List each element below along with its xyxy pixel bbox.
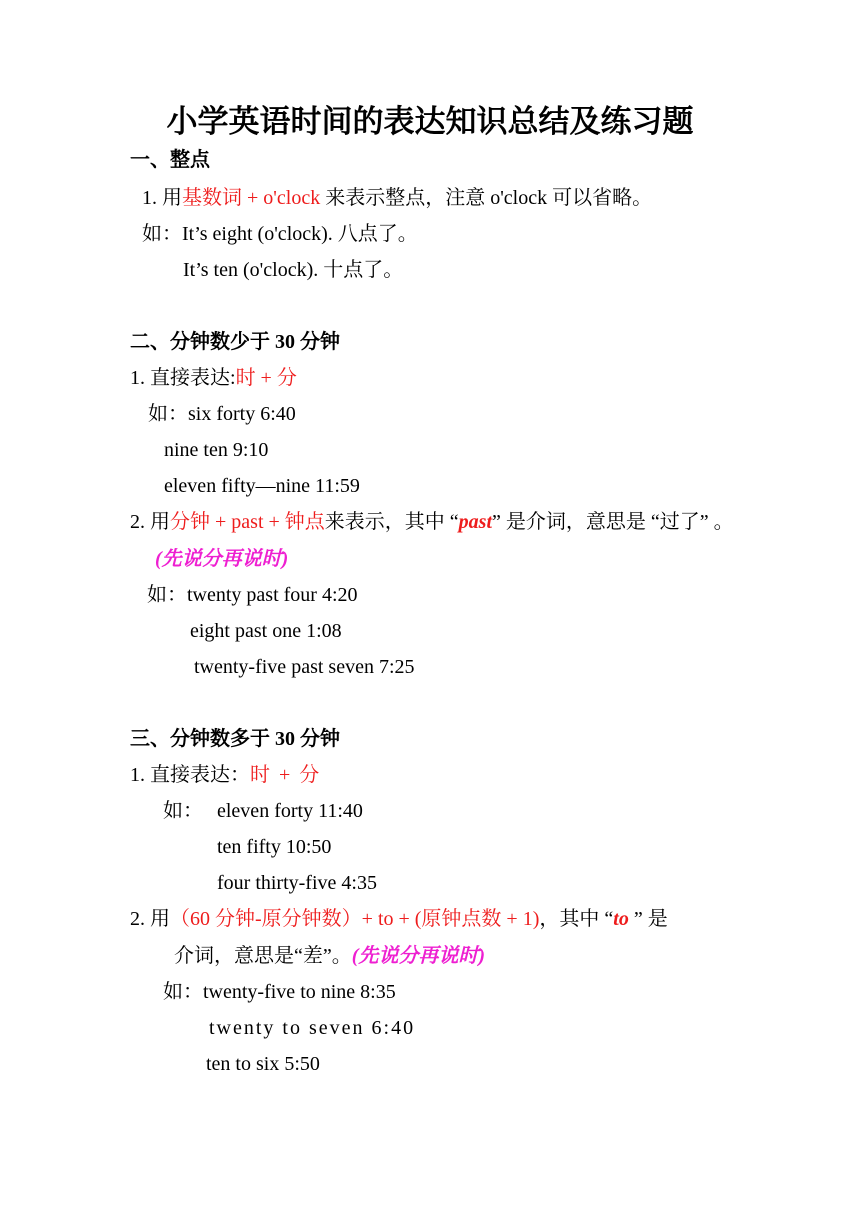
example-text: It’s eight (o'clock). 八点了。 (182, 223, 418, 245)
rule-mid: ，其中 “ (539, 908, 614, 930)
section-3-heading: 三、分钟数多于 30 分钟 (130, 728, 340, 750)
section-2-example-3: eleven fifty—nine 11:59 (164, 475, 360, 497)
section-3-example-1 (163, 797, 363, 825)
rule-prefix: 2. 用 (130, 908, 170, 930)
section-2-example-2: nine ten 9:10 (164, 439, 269, 461)
example-label: 如： (163, 800, 203, 822)
section-1-example-1 (142, 220, 418, 248)
example-label: 如： (142, 223, 182, 245)
example-text: six forty 6:40 (188, 403, 296, 425)
rule-highlight: 时 + 分 (250, 764, 322, 786)
rule-suffix: ” 是 (628, 908, 668, 930)
section-1-example-2: It’s ten (o'clock). 十点了。 (183, 259, 404, 281)
section-2-example-6: twenty-five past seven 7:25 (194, 656, 415, 678)
section-3-example-5: twenty to seven 6:40 (209, 1017, 416, 1039)
example-label: 如： (147, 584, 187, 606)
rule-highlight: （60 分钟-原分钟数）+ to + (原钟点数 + 1) (170, 908, 540, 930)
section-3-example-6: ten to six 5:50 (206, 1053, 320, 1075)
example-text: twenty-five to nine 8:35 (203, 981, 396, 1003)
section-3-rule-2-continued (174, 942, 485, 970)
rule-highlight: 时 + 分 (235, 367, 297, 389)
example-text: twenty past four 4:20 (187, 584, 358, 606)
section-3-example-3: four thirty-five 4:35 (217, 872, 377, 894)
example-label: 如： (148, 403, 188, 425)
section-3-rule-2 (130, 905, 668, 933)
section-1-rule (142, 184, 652, 212)
rule-highlight: 基数词 + o'clock (182, 187, 321, 209)
rule-continuation: 介词，意思是“差”。 (174, 945, 352, 967)
rule-prefix: 2. 用 (130, 511, 170, 533)
rule-prefix: 1. 用 (142, 187, 182, 209)
rule-highlight: 分钟 + past + 钟点 (170, 511, 325, 533)
rule-keyword: past (458, 511, 493, 533)
section-2-rule-1 (130, 364, 297, 392)
page-title: 小学英语时间的表达知识总结及练习题 (166, 104, 694, 139)
section-3-example-4 (163, 978, 396, 1006)
section-2-example-5: eight past one 1:08 (190, 620, 342, 642)
rule-prefix: 1. 直接表达: (130, 367, 236, 389)
section-2-note: (先说分再说时) (155, 548, 289, 570)
section-1-heading: 一、整点 (130, 149, 210, 171)
example-label: 如： (163, 981, 203, 1003)
rule-suffix: ” 是介词，意思是 “过了” 。 (492, 511, 734, 533)
section-3-example-2: ten fifty 10:50 (217, 836, 332, 858)
rule-mid: 来表示，其中 “ (324, 511, 459, 533)
rule-suffix: 来表示整点，注意 o'clock 可以省略。 (320, 187, 653, 209)
example-text: eleven forty 11:40 (217, 800, 363, 822)
rule-keyword: to (613, 908, 629, 930)
section-2-example-4 (147, 581, 358, 609)
section-3-note: (先说分再说时) (351, 945, 486, 967)
rule-prefix: 1. 直接表达： (130, 764, 250, 786)
section-3-rule-1 (130, 761, 321, 789)
section-2-example-1 (148, 400, 296, 428)
section-2-rule-2 (130, 508, 734, 536)
section-2-heading: 二、分钟数少于 30 分钟 (130, 331, 340, 353)
